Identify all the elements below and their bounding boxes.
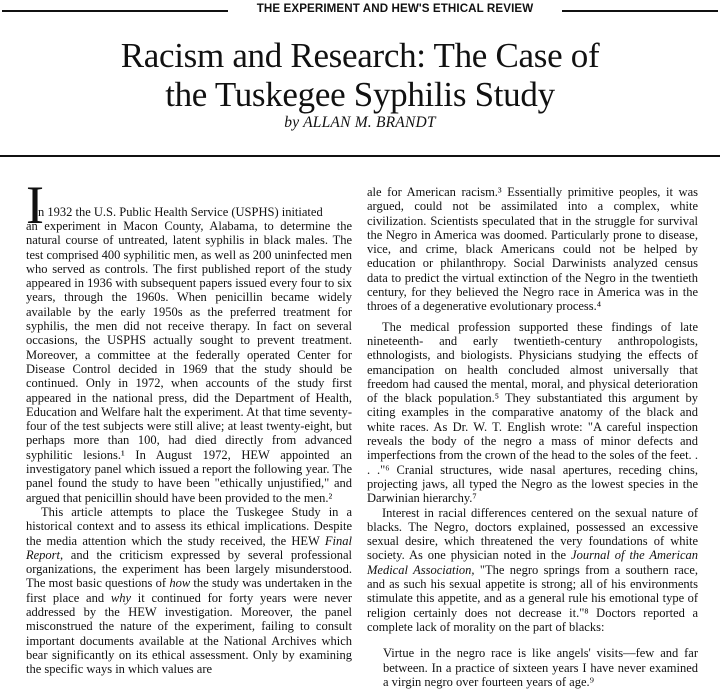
paragraph-5: Interest in racial differences centered on the sexual nature of blacks. The Negro, doctors explained, possessed an excessive sexual desire, which threatened the very foundations of white society. As one physician noted in the Journal of the American Medical Association, "The negro springs from a southern race, and as such his sexual appetite is strong; all of his environments stimulate this appetite, and as a general rule his emotional type of religion certainly does not decrease it."⁸ Doctors reported a complete lack of morality on the part of blacks: (367, 505, 698, 634)
block-quote: Virtue in the negro race is like angels' visits—few and far between. In a practice of sixteen years I have never examined a virgin negro over fourteen years of age.⁹ (383, 646, 698, 689)
article-title-line-2: the Tuskegee Syphilis Study (165, 75, 555, 114)
paragraph-3: ale for American racism.³ Essentially primitive peoples, it was argued, could not be assimilated into a complex, white civilization. Scientists speculated that in the struggle for survival the Negro in America was doomed. Particularly prone to disease, vice, and crime, black Americans could not be helped by education or philanthropy. Social Darwinists analyzed census data to predict the virtual extinction of the Negro in the twentieth century, for they believed the Negro race in America was in the throes of a degenerative evolutionary process.⁴ (367, 185, 698, 314)
header-rule-left (2, 10, 228, 12)
paragraph-4: The medical profession supported these findings of late nineteenth- and early twentieth-century anthropologists, ethnologists, and biologists. Physicians studying the effects of emancipation on health concluded almost universally that freedom had caused the mental, moral, and physical deterioration of the black population.⁵ They substantiated this argument by citing examples in the comparative anatomy of the black and white races. As Dr. W. T. English wrote: "A careful inspection reveals the body of the negro a mass of minor defects and imperfections from the crown of the head to the soles of the feet. . . ."⁶ Cranial structures, wide nasal apertures, receding chins, projecting jaws, all typed the Negro as the lowest species in the Darwinian hierarchy.⁷ (367, 319, 698, 506)
article-title-line-1: Racism and Research: The Case of (120, 36, 600, 75)
left-column (26, 175, 352, 677)
title-divider (0, 155, 720, 157)
opening-line (26, 175, 352, 235)
drop-cap: I (26, 175, 44, 235)
byline: by ALLAN M. BRANDT (284, 114, 436, 131)
paragraph-2: This article attempts to place the Tuskegee Study in a historical context and to assess its ethical implications. Despite the media attention which the study received, the HEW Final Report, and the criticism expressed by several professional organizations, the experiment has been largely misunderstood. The most basic questions of how the study was undertaken in the first place and why it continued for forty years were never addressed by the HEW investigation. Moreover, the panel misconstrued the nature of the experiment, failing to consult important documents available at the National Archives which bear significantly on its ethical assessment. Only by examining the specific ways in which values are (26, 504, 352, 677)
opening-line-text: n 1932 the U.S. Public Health Service (USPHS) initiated (38, 205, 323, 219)
right-column (367, 185, 698, 689)
section-title: THE EXPERIMENT AND HEW'S ETHICAL REVIEW (256, 2, 534, 15)
paragraph-1: an experiment in Macon County, Alabama, to determine the natural course of untreated, latent syphilis in black males. The test comprised 400 syphilitic men, as well as 200 uninfected men who served as controls. The first published report of the study appeared in 1936 with subsequent papers issued every four to six years, through the 1960s. When penicillin became widely available by the early 1950s as the preferred treatment for syphilis, the men did not receive therapy. In fact on several occasions, the USPHS actually sought to prevent treatment. Moreover, a committee at the federally operated Center for Disease Control decided in 1969 that the study should be continued. Only in 1972, when accounts of the study first appeared in the national press, did the Department of Health, Education and Welfare halt the experiment. At that time seventy-four of the test subjects were still alive; at least twenty-eight, but perhaps more than 100, had died directly from advanced syphilitic lesions.¹ In August 1972, HEW appointed an investigatory panel which issued a report the following year. The panel found the study to have been "ethically unjustified," and argued that penicillin should have been provided to the men.² (26, 219, 352, 505)
running-header (0, 0, 720, 22)
header-rule-right (562, 10, 718, 12)
